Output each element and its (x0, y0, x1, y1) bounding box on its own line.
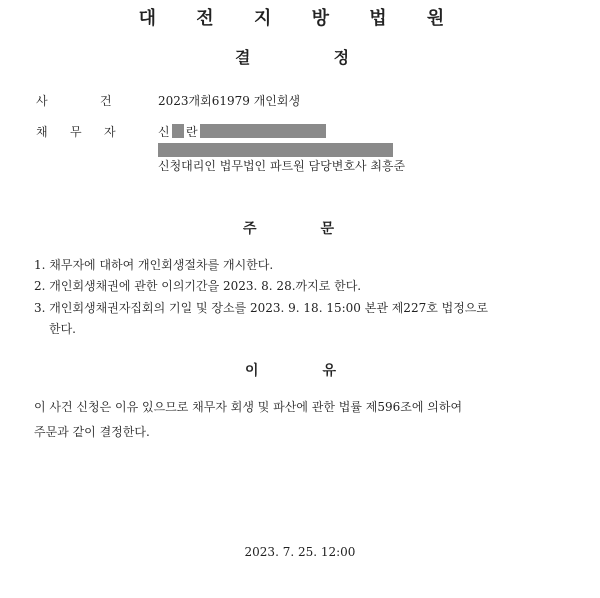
debtor-name-first: 신 (158, 125, 170, 139)
reason-line: 주문과 같이 결정한다. (34, 425, 150, 439)
redaction-bar (200, 124, 326, 138)
order-item-continued: 한다. (49, 322, 76, 336)
order-item: 2. 개인회생채권에 관한 이의기간을 2023. 8. 28.까지로 한다. (34, 279, 362, 293)
case-label: 사 건 (36, 94, 112, 108)
redaction-bar (172, 124, 184, 138)
reason-line: 이 사건 신청은 이유 있으므로 채무자 회생 및 파산에 관한 법률 제596조에 의하여 (34, 400, 463, 414)
order-heading: 주 문 (243, 221, 335, 237)
debtor-label: 채 무 자 (36, 125, 116, 139)
document-type (235, 45, 349, 68)
court-name: 대 전 지 방 법 원 (138, 8, 462, 29)
case-number: 2023개회61979 개인회생 (158, 94, 301, 108)
representative: 신청대리인 법무법인 파트원 담당변호사 최흥준 (158, 159, 406, 173)
document-type-char: 정 (333, 48, 350, 67)
order-item: 1. 채무자에 대하여 개인회생절차를 개시한다. (34, 258, 274, 272)
redaction-bar (158, 143, 393, 157)
debtor-name-suffix: 란 (186, 125, 198, 139)
decision-date: 2023. 7. 25. 12:00 (244, 545, 356, 559)
reason-heading: 이 유 (245, 363, 337, 379)
order-item: 3. 개인회생채권자집회의 기일 및 장소를 2023. 9. 18. 15:00 본관 제227호 법정으로 (34, 301, 488, 315)
document-type-char: 결 (235, 48, 251, 67)
